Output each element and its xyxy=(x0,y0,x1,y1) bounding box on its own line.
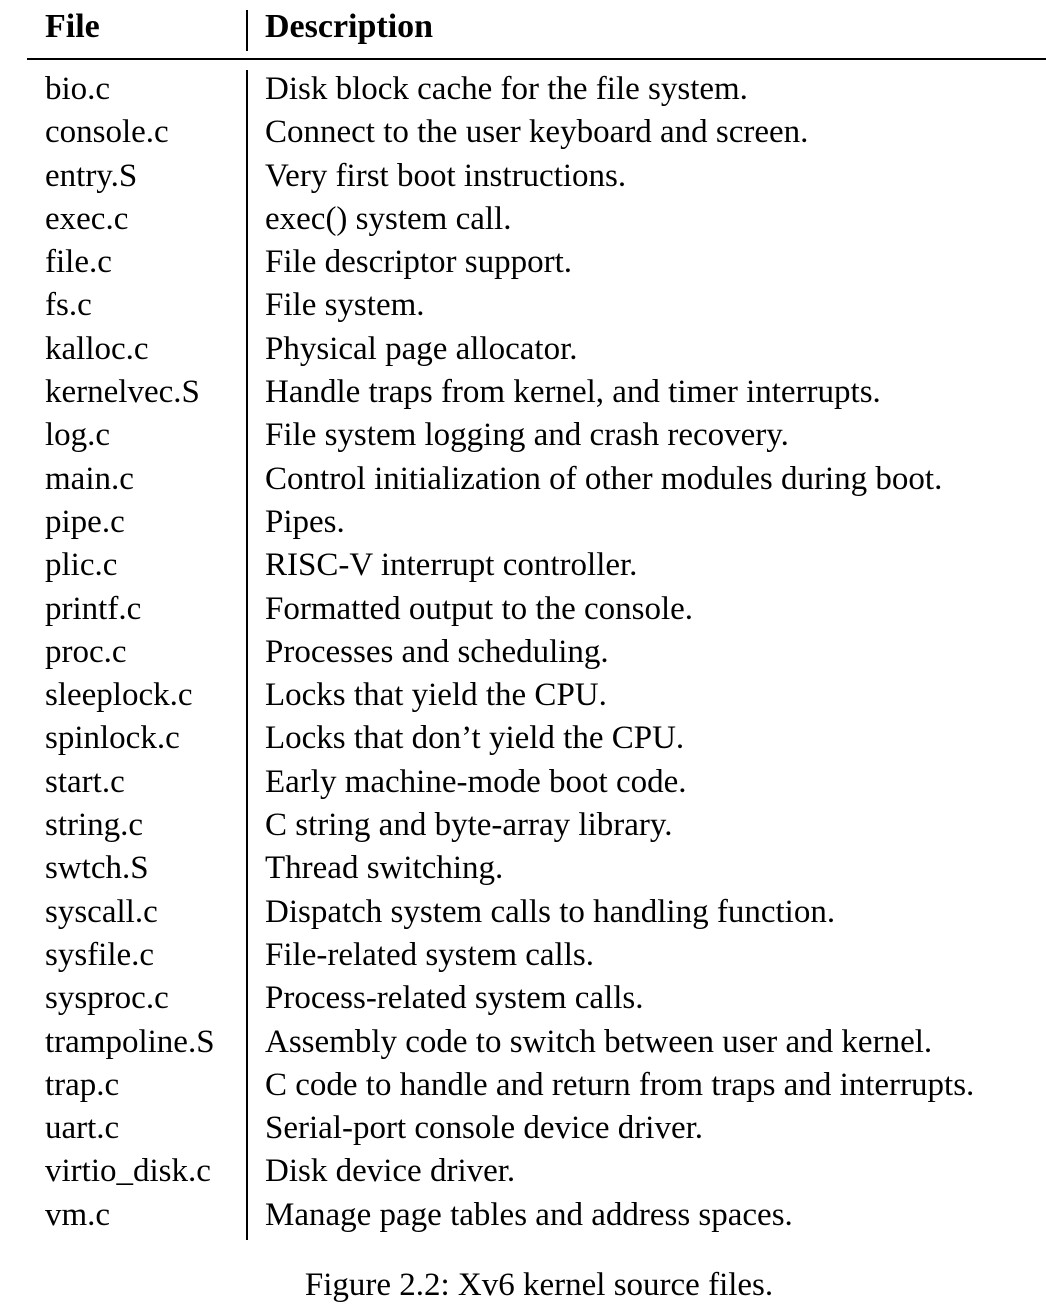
description-cell: File system logging and crash recovery. xyxy=(265,417,789,454)
table-row xyxy=(0,934,1046,977)
description-cell: File descriptor support. xyxy=(265,244,573,281)
file-name-cell: trap.c xyxy=(45,1066,120,1103)
file-name-cell: bio.c xyxy=(45,71,111,107)
file-name-cell: trampoline.S xyxy=(45,1023,215,1060)
table-row xyxy=(0,631,1046,674)
description-cell: Locks that don’t yield the CPU. xyxy=(265,720,685,757)
table-row xyxy=(0,1194,1046,1237)
table-row xyxy=(0,1150,1046,1193)
description-cell: Physical page allocator. xyxy=(265,330,578,367)
table-row xyxy=(0,68,1046,111)
file-name-cell: virtio_disk.c xyxy=(45,1153,211,1190)
table-row xyxy=(0,155,1046,198)
table-row xyxy=(0,1107,1046,1150)
description-cell: C string and byte-array library. xyxy=(265,807,673,844)
description-cell: Process-related system calls. xyxy=(265,980,644,1017)
table-row xyxy=(0,891,1046,934)
file-name-cell: spinlock.c xyxy=(45,720,180,757)
file-name-cell: console.c xyxy=(45,114,169,151)
description-cell: Early machine-mode boot code. xyxy=(265,763,687,800)
table-row xyxy=(0,241,1046,284)
table-row xyxy=(0,1021,1046,1064)
table-body xyxy=(0,68,1046,1237)
figure-caption: Figure 2.2: Xv6 kernel source files. xyxy=(304,1267,774,1303)
table-row xyxy=(0,588,1046,631)
description-cell: File system. xyxy=(265,287,425,324)
description-cell: Disk block cache for the file system. xyxy=(265,71,748,107)
file-name-cell: uart.c xyxy=(45,1110,120,1147)
file-name-cell: printf.c xyxy=(45,590,142,627)
table-row xyxy=(0,674,1046,717)
table-row xyxy=(0,198,1046,241)
file-name-cell: vm.c xyxy=(45,1196,111,1233)
table-row xyxy=(0,761,1046,804)
table-row xyxy=(0,501,1046,544)
description-cell: Manage page tables and address spaces. xyxy=(265,1196,793,1233)
description-cell: Very first boot instructions. xyxy=(265,157,627,194)
file-name-cell: sysfile.c xyxy=(45,936,155,973)
table-row xyxy=(0,717,1046,760)
description-cell: File-related system calls. xyxy=(265,936,594,973)
header-column-divider xyxy=(246,10,248,51)
description-cell: Formatted output to the console. xyxy=(265,590,694,627)
table-row xyxy=(0,847,1046,890)
file-name-cell: string.c xyxy=(45,807,144,844)
table-row xyxy=(0,414,1046,457)
file-name-cell: proc.c xyxy=(45,633,127,670)
description-cell: Thread switching. xyxy=(265,850,504,887)
description-cell: Assembly code to switch between user and kernel. xyxy=(265,1023,933,1060)
table-row xyxy=(0,111,1046,154)
file-name-cell: entry.S xyxy=(45,157,138,194)
header-rule xyxy=(27,58,1046,60)
table-row xyxy=(0,804,1046,847)
table-row xyxy=(0,458,1046,501)
table-row xyxy=(0,544,1046,587)
description-cell: C code to handle and return from traps and interrupts. xyxy=(265,1066,975,1103)
description-cell: Dispatch system calls to handling function. xyxy=(265,893,836,930)
file-name-cell: syscall.c xyxy=(45,893,158,930)
table-row xyxy=(0,328,1046,371)
description-cell: Connect to the user keyboard and screen. xyxy=(265,114,809,151)
description-cell: Locks that yield the CPU. xyxy=(265,677,607,714)
file-name-cell: file.c xyxy=(45,244,112,281)
description-cell: Disk device driver. xyxy=(265,1153,516,1190)
header-file: File xyxy=(45,8,100,45)
table-row xyxy=(0,371,1046,414)
table-row xyxy=(0,1064,1046,1107)
file-name-cell: sysproc.c xyxy=(45,980,169,1017)
description-cell: Control initialization of other modules during boot. xyxy=(265,460,943,497)
file-name-cell: swtch.S xyxy=(45,850,149,887)
description-cell: Pipes. xyxy=(265,503,345,540)
description-cell: Processes and scheduling. xyxy=(265,633,609,670)
file-name-cell: exec.c xyxy=(45,200,129,237)
description-cell: exec() system call. xyxy=(265,200,512,237)
table-row xyxy=(0,977,1046,1020)
file-name-cell: plic.c xyxy=(45,547,118,584)
header-description: Description xyxy=(265,8,434,45)
file-name-cell: pipe.c xyxy=(45,503,125,540)
file-name-cell: kernelvec.S xyxy=(45,374,200,411)
file-name-cell: log.c xyxy=(45,417,111,454)
table-row xyxy=(0,284,1046,327)
description-cell: Handle traps from kernel, and timer interrupts. xyxy=(265,374,881,411)
description-cell: Serial-port console device driver. xyxy=(265,1110,704,1147)
file-name-cell: sleeplock.c xyxy=(45,677,193,714)
file-name-cell: main.c xyxy=(45,460,134,497)
table-header xyxy=(0,0,1046,58)
description-cell: RISC-V interrupt controller. xyxy=(265,547,638,584)
file-name-cell: start.c xyxy=(45,763,125,800)
file-name-cell: fs.c xyxy=(45,287,92,324)
file-name-cell: kalloc.c xyxy=(45,330,149,367)
